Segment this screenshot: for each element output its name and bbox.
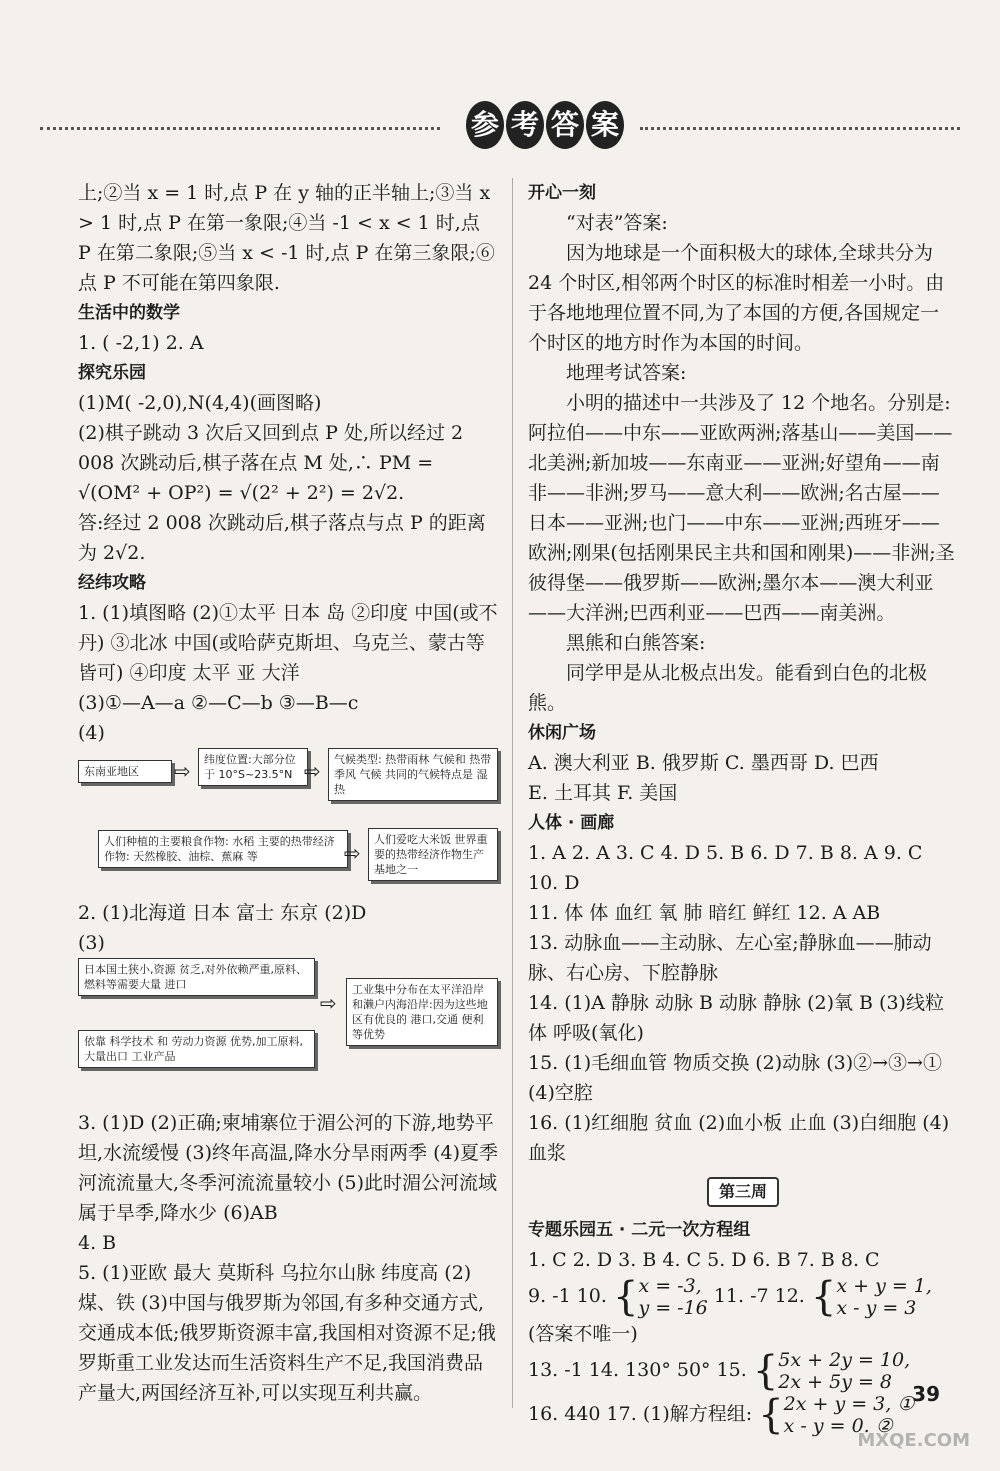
equation: 2x + 5y = 8 <box>778 1371 893 1393</box>
answer-line: 11. 体 体 血红 氧 肺 暗红 鲜红 12. A AB <box>528 902 881 924</box>
answer-text: 9. -1 10. <box>528 1285 607 1307</box>
section-title: 专题乐园五 · 二元一次方程组 <box>528 1220 751 1240</box>
answer-text: 16. 440 17. (1)解方程组: <box>528 1403 753 1425</box>
diagram-japan <box>78 958 498 1108</box>
answer-line: 同学甲是从北极点出发。能看到白色的北极熊。 <box>528 662 928 714</box>
answer-line: 13. 动脉血——主动脉、左心室;静脉血——肺动脉、右心房、下腔静脉 <box>528 932 932 984</box>
answer-line: 黑熊和白熊答案: <box>566 632 706 654</box>
brace-icon: { <box>810 1274 837 1320</box>
section-title: 休闲广场 <box>528 723 596 743</box>
answer-line: 16. (1)红细胞 贫血 (2)血小板 止血 (3)白细胞 (4)血浆 <box>528 1112 950 1164</box>
title-char: 案 <box>586 101 624 149</box>
section-title: 经纬攻略 <box>78 573 146 593</box>
arrow-icon: ⇨ <box>320 991 337 1015</box>
equation: x + y = 1, <box>836 1275 932 1297</box>
title-char: 参 <box>466 101 504 149</box>
diagram-box: 纬度位置:大部分位于 10°S~23.5°N <box>198 748 308 786</box>
equation: x - y = 3 <box>836 1297 917 1319</box>
title-char: 考 <box>506 101 544 149</box>
diagram-box: 气候类型: 热带雨林 气候和 热带季风 气候 共同的气候特点是 湿热 <box>328 748 498 801</box>
answer-line: 1. C 2. D 3. B 4. C 5. D 6. B 7. B 8. C <box>528 1249 880 1271</box>
page-number: 39 <box>912 1382 940 1406</box>
banner-dots-left <box>40 127 440 140</box>
answer-line: E. 土耳其 F. 美国 <box>528 782 678 804</box>
answer-line: 答:经过 2 008 次跳动后,棋子落点与点 P 的距离为 2√2. <box>78 512 486 564</box>
diagram-box: 东南亚地区 <box>78 760 172 783</box>
title-char: 答 <box>546 101 584 149</box>
answer-line: 15. (1)毛细血管 物质交换 (2)动脉 (3)②→③→① (4)空腔 <box>528 1052 942 1104</box>
equation-line <box>528 1349 958 1393</box>
answer-line: 1. (1)填图略 (2)①太平 日本 岛 ②印度 中国(或不丹) ③北冰 中国(或哈萨克斯坦、乌克兰、蒙古等皆可) ④印度 太平 亚 大洋 <box>78 602 498 684</box>
diagram-box: 人们爱吃大米饭 世界重要的热带经济作物生产基地之一 <box>368 828 498 881</box>
column-divider <box>512 178 513 1408</box>
brace-icon: { <box>758 1392 784 1438</box>
section-title: 人体 · 画廊 <box>528 813 615 833</box>
section-title: 探究乐园 <box>78 363 146 383</box>
answer-line: 地理考试答案: <box>566 362 687 384</box>
answer-line: “对表”答案: <box>566 212 668 234</box>
answer-line: 1. ( -2,1) 2. A <box>78 332 204 354</box>
answer-line: A. 澳大利亚 B. 俄罗斯 C. 墨西哥 D. 巴西 <box>528 752 879 774</box>
section-title: 开心一刻 <box>528 183 596 203</box>
equation: 2x + y = 3, ① <box>783 1393 915 1415</box>
answer-text: 13. -1 14. 130° 50° 15. <box>528 1359 747 1381</box>
answer-line: 14. (1)A 静脉 动脉 B 动脉 静脉 (2)氧 B (3)线粒体 呼吸(氧化) <box>528 992 944 1044</box>
week-badge: 第三周 <box>707 1177 779 1207</box>
answer-line: 5. (1)亚欧 最大 莫斯科 乌拉尔山脉 纬度高 (2)煤、铁 (3)中国与俄罗斯为邻国,有多种交通方式,交通成本低;俄罗斯资源丰富,我国相对资源不足;俄罗斯重工业发达而生活资料生产不足,我国消费品产量大,两国经济互补,可以实现互利共赢。 <box>78 1262 496 1404</box>
diagram-box: 日本国土狭小,资源 贫乏,对外依赖严重,原料、燃料等需要大量 进口 <box>78 958 315 996</box>
answer-line: 因为地球是一个面积极大的球体,全球共分为 24 个时区,相邻两个时区的标准时相差一小时。由于各地地理位置不同,为了本国的方便,各国规定一个时区的地方时作为本国的时间。 <box>528 242 945 354</box>
answer-line: 10. D <box>528 872 580 894</box>
banner-dots-right <box>640 127 960 140</box>
right-column <box>528 178 958 1437</box>
page-title <box>460 101 630 159</box>
arrow-icon: ⇨ <box>174 759 191 783</box>
answer-text: 11. -7 12. <box>713 1285 805 1307</box>
brace-icon: { <box>612 1274 639 1320</box>
intro-text: 上;②当 x = 1 时,点 P 在 y 轴的正半轴上;③当 x > 1 时,点 P 在第一象限;④当 -1 < x < 1 时,点 P 在第二象限;⑤当 x < -1 时,点 P 在第三象限;⑥点 P 不可能在第四象限. <box>78 182 495 294</box>
equation: 5x + 2y = 10, <box>778 1349 911 1371</box>
diagram-southeast-asia <box>78 748 498 898</box>
diagram-box: 依靠 科学技术 和 劳动力资源 优势,加工原料,大量出口 工业产品 <box>78 1030 315 1068</box>
answer-line: 2. (1)北海道 日本 富士 东京 (2)D <box>78 902 367 924</box>
answer-line: 1. A 2. A 3. C 4. D 5. B 6. D 7. B 8. A 9. C <box>528 842 923 864</box>
equation: x - y = 0. ② <box>783 1415 893 1437</box>
watermark: MXQE.COM <box>857 1430 970 1451</box>
brace-icon: { <box>752 1348 779 1394</box>
answer-line: 小明的描述中一共涉及了 12 个地名。分别是:阿拉伯——中东——亚欧两洲;落基山——美国——北美洲;新加坡——东南亚——亚洲;好望角——南非——非洲;罗马——意大利——欧洲;名古屋——日本——亚洲;也门——中东——亚洲;西班牙——欧洲;刚果(包括刚果民主共和国和刚果)——非洲;圣彼得堡——俄罗斯——欧洲;墨尔本——澳大利亚——大洋洲;巴西利亚——巴西——南美洲。 <box>528 392 955 624</box>
answer-line: (3)①—A—a ②—C—b ③—B—c <box>78 692 359 714</box>
section-title: 生活中的数学 <box>78 303 180 323</box>
header-banner <box>40 95 960 165</box>
answer-line: 3. (1)D (2)正确;柬埔寨位于湄公河的下游,地势平坦,水流缓慢 (3)终年高温,降水分旱雨两季 (4)夏季河流流量大,冬季河流流量较小 (5)此时湄公河流域属于旱季,降水少 (6)AB <box>78 1112 498 1224</box>
equation-line <box>528 1275 958 1349</box>
equation: x = -3, <box>638 1275 702 1297</box>
diagram-box: 工业集中分布在太平洋沿岸和濑户内海沿岸:因为这些地区有优良的 港口,交通 便利等优势 <box>346 978 498 1046</box>
arrow-icon: ⇨ <box>344 841 361 865</box>
left-column <box>78 178 498 1408</box>
diagram-box: 人们种植的主要粮食作物: 水稻 主要的热带经济作物: 天然橡胶、油棕、蕉麻 等 <box>98 830 348 868</box>
answer-line: (4) <box>78 722 105 744</box>
arrow-icon: ⇨ <box>304 759 321 783</box>
answer-text: (答案不唯一) <box>528 1323 638 1345</box>
answer-line: (3) <box>78 932 105 954</box>
answer-line: (1)M( -2,0),N(4,4)(画图略) <box>78 392 322 414</box>
equation: y = -16 <box>638 1297 708 1319</box>
answer-line: (2)棋子跳动 3 次后又回到点 P 处,所以经过 2 008 次跳动后,棋子落在点 M 处,∴ PM = √(OM² + OP²) = √(2² + 2²) = 2√2. <box>78 422 464 504</box>
answer-line: 4. B <box>78 1232 117 1254</box>
